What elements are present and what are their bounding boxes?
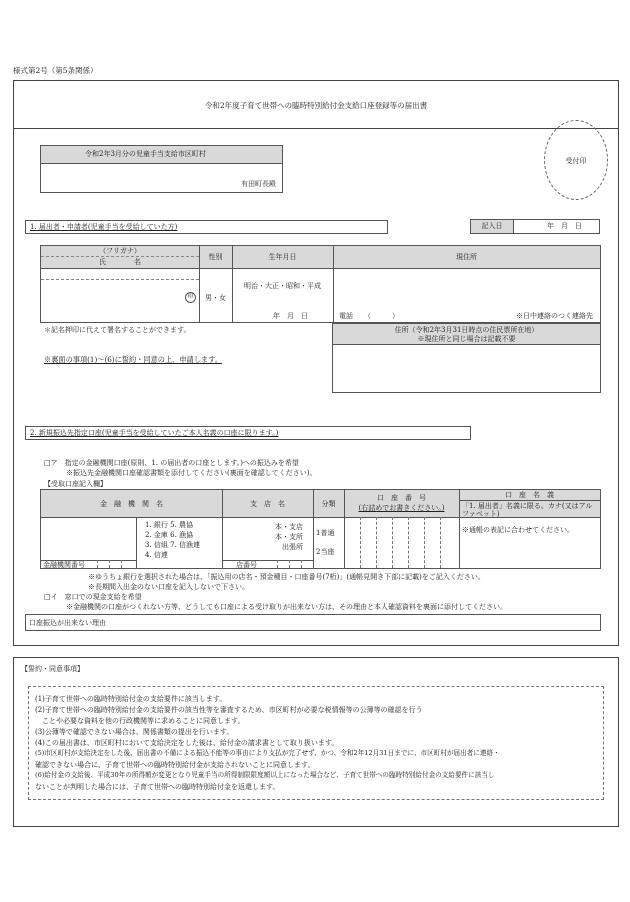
phone-paren: （ ） <box>364 312 399 320</box>
previous-address-box <box>332 323 601 393</box>
yucho-note: ※ゆうちょ銀行を選択された場合は、「振込用の店名・預金種目・口座番号(7桁)」(通帳見開き下部に記載)をご記入ください。 <box>88 573 485 581</box>
col-branch: 支 店 名 <box>250 500 285 508</box>
pledge-item: (3)公簿等で確認できない場合は、関係書類の提出を行います。 <box>35 728 234 736</box>
seal-mark <box>185 292 196 303</box>
gender-value: 男・女 <box>205 294 226 302</box>
pledge-list-box <box>28 686 604 800</box>
pledge-item: (5)市区町村が支給決定をした後、届出書の不備による振込不能等の事由により支払が完了せず、かつ、令和2年12月31日までに、市区町村が届出者に連絡・ <box>35 749 500 757</box>
seal-label: 印 <box>187 293 194 300</box>
entry-date-box <box>470 219 600 234</box>
bank-account-table <box>40 489 601 569</box>
pledge-item: 確認できない場合に、子育て世帯への臨時特別給付金が支給されないことに同意します。 <box>35 761 315 769</box>
pledge-heading: 【誓約・同意事項】 <box>21 665 84 673</box>
account-type-1[interactable]: 1普通 <box>316 529 335 537</box>
reason-label: 口座振込が出来ない理由 <box>29 619 106 627</box>
birth-date-blank: 年 月 日 <box>273 312 308 320</box>
sign-note: ＊記名押印に代えて署名することができます。 <box>44 326 191 334</box>
phone-label: 電話 <box>339 312 353 320</box>
date-value: 年 月 日 <box>547 222 582 230</box>
account-type-2[interactable]: 2当座 <box>316 548 335 556</box>
pledge-item: ないことが判明した場合には、子育て世帯への臨時特別給付金を返還します。 <box>35 783 280 791</box>
branch-type-2[interactable]: 本・支所 <box>275 533 303 541</box>
bank-type-3[interactable]: 3. 信組 7. 信漁連 <box>145 541 201 549</box>
branch-code-label: 店番号 <box>236 561 257 569</box>
col-account: 口 座 番 号 <box>377 494 426 502</box>
gender-label: 性別 <box>208 253 223 261</box>
yucho-note2: ※長期間入出金のない口座を記入しないで下さい。 <box>88 583 249 591</box>
pledge-item: (1)子育て世帯への臨時特別給付金の支給要件に該当します。 <box>35 695 227 703</box>
mayor-name: 有田町長殿 <box>241 180 276 188</box>
section2-heading-text: 2. 新規振込先指定口座(児童手当を受給していたご本人名義の口座に限ります。) <box>30 429 279 437</box>
stamp-label: 受付印 <box>565 157 587 165</box>
option-b-note: ※金融機関の口座がつくれない方等、どうしても口座による受け取りが出来ない方は、その理由と本人確認資料を裏面に添付してください。 <box>66 603 507 611</box>
birth-label: 生年月日 <box>268 253 297 261</box>
entry-label: 【受取口座記入欄】 <box>44 480 107 488</box>
date-label: 記入日 <box>481 222 503 230</box>
agree-note: ※裏面の事項(1)～(6)に誓約・同意の上、申請します。 <box>44 355 222 364</box>
stamp-circle <box>544 120 608 200</box>
phone-note: ※日中連絡のつく連絡先 <box>516 312 593 320</box>
pledge-item: ことや必要な資料を他の行政機関等に求めることに同意します。 <box>35 717 245 725</box>
era-options: 明治・大正・昭和・平成 <box>244 282 321 290</box>
furigana-label: （フリガナ） <box>99 247 141 255</box>
bank-code-label: 金融機関番号 <box>43 561 85 569</box>
branch-type-3[interactable]: 出張所 <box>282 543 303 551</box>
address-label: 現住所 <box>456 253 477 261</box>
holder-note2: ※通帳の表記に合わせてください。 <box>462 526 574 534</box>
branch-type-1[interactable]: 本・支店 <box>275 523 303 531</box>
pledge-item: (6)給付金の支給後、平成30年の所得額が変更となり児童手当の所得制限限度額以上になった場合など、子育て世帯への臨時特別給付金の支給要件に該当し <box>35 771 495 779</box>
prev-address-note: ※現住所と同じ場合は記載不要 <box>417 335 516 343</box>
option-a-note: ※振込先金融機関口座確認書類を添付してください(裏面を確認してください)。 <box>66 469 317 477</box>
option-a[interactable]: □ア 指定の金融機関口座(原則、1. の届出者の口座とします。)への振込みを希望 <box>44 459 299 467</box>
municipality-header: 令和2年3月分の児童手当支給市区町村 <box>85 150 206 158</box>
reason-box[interactable] <box>25 614 601 631</box>
pledge-item: (4)この届出書は、市区町村において支給決定をした後は、給付金の請求書として取り扱います。 <box>35 739 339 747</box>
form-code: 様式第2号（第5条関係） <box>13 66 98 75</box>
pledge-frame <box>13 657 619 827</box>
prev-address-label: 住所（令和2年3月31日時点の住民票所在地） <box>394 326 539 334</box>
col-holder: 口 座 名 義 <box>505 491 554 499</box>
applicant-table <box>40 245 601 323</box>
col-account-note: (右詰めでお書きください。) <box>358 504 445 512</box>
bank-type-2[interactable]: 2. 金庫 6. 漁協 <box>145 531 194 539</box>
col-bank: 金 融 機 関 名 <box>100 500 163 508</box>
municipality-box <box>40 145 283 193</box>
section1-heading <box>25 220 388 234</box>
title-bar <box>13 80 619 129</box>
section2-heading <box>25 426 471 440</box>
form-title: 令和2年度子育て世帯への臨時特別給付金支給口座登録等の届出書 <box>204 101 428 110</box>
pledge-item: (2)子育て世帯への臨時特別給付金の支給要件の該当性等を審査するため、市区町村が必要な税情報等の公簿等の確認を行う <box>35 706 423 714</box>
section1-heading-text: 1. 届出者・申請者(児童手当を受給していた方) <box>30 223 178 231</box>
col-type: 分類 <box>321 500 336 508</box>
name-label: 氏 名 <box>99 258 141 266</box>
option-b[interactable]: □イ 窓口での現金支給を希望 <box>44 593 142 601</box>
holder-note: 「1. 届出者」名義に限る。カナ(又はアルファベット) <box>462 502 593 519</box>
bank-type-4[interactable]: 4. 信連 <box>145 551 168 559</box>
bank-type-1[interactable]: 1. 銀行 5. 農協 <box>145 521 194 529</box>
